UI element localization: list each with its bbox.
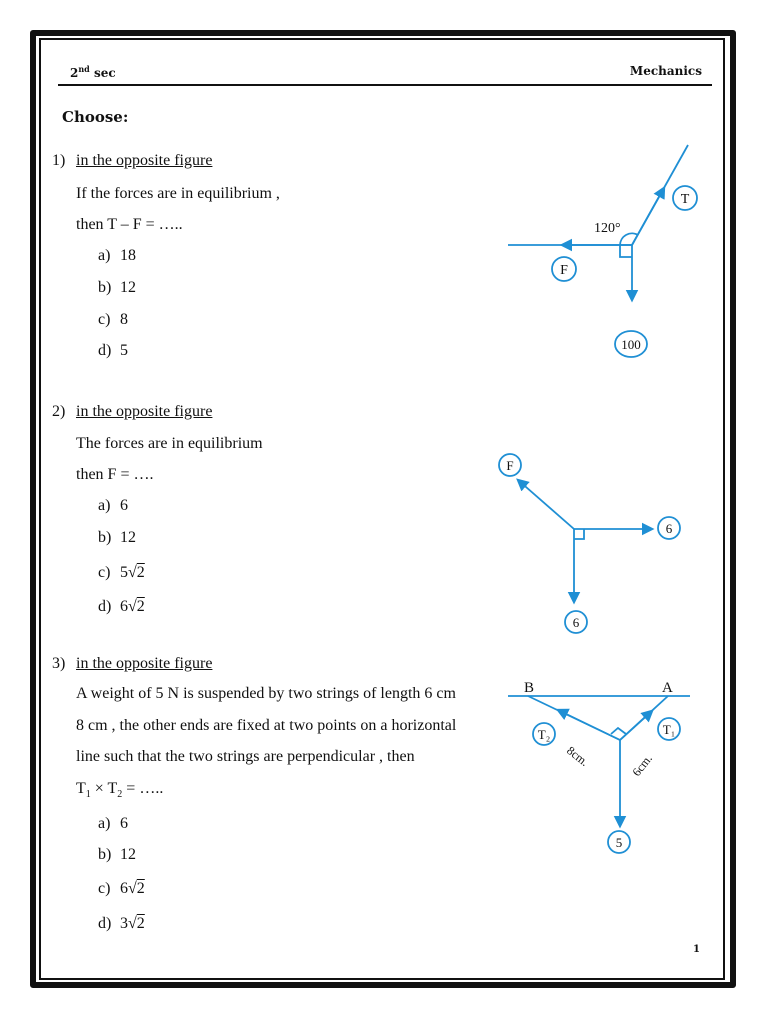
- question-2-option-a[interactable]: a) 6: [98, 497, 128, 514]
- figure-1-force-diagram: [508, 145, 697, 357]
- figure-3-weight-label: 5: [615, 835, 623, 850]
- figure-2-force-diagram: [499, 454, 680, 633]
- question-3-option-d[interactable]: d) 3√2: [98, 915, 145, 932]
- figure-1-weight-label: 100: [621, 337, 641, 352]
- question-2-line: then F = ….: [76, 466, 154, 483]
- figure-2-right-angle: [574, 529, 584, 539]
- figure-1-t-label: T: [680, 192, 690, 207]
- question-3-number: 3): [52, 655, 66, 672]
- question-3-line: line such that the two strings are perpendicular , then: [76, 748, 415, 765]
- question-1-option-d[interactable]: d) 5: [98, 342, 128, 359]
- question-2-option-b[interactable]: b) 12: [98, 529, 136, 546]
- instruction-heading: Choose:: [62, 108, 129, 126]
- figure-3-t1-label: T₁: [662, 722, 676, 737]
- figure-2-f-arrow: [518, 480, 574, 529]
- figure-3-t1-arrow: [620, 711, 652, 740]
- question-3-product: $T_1 \times T_2$ = …..: [76, 780, 164, 801]
- figure-3-length-8-label: 8cm.: [564, 743, 592, 769]
- figure-2-f-label: F: [506, 458, 514, 473]
- question-1-option-c[interactable]: c) 8: [98, 311, 128, 328]
- question-2-line: The forces are in equilibrium: [76, 435, 263, 452]
- figure-1-angle-label: 120°: [594, 221, 621, 236]
- figure-3-force-diagram: [508, 696, 690, 853]
- question-1-option-b[interactable]: b) 12: [98, 279, 136, 296]
- header-section-label: 2nd sec: [70, 64, 116, 80]
- question-3-line: 8 cm , the other ends are fixed at two points on a horizontal: [76, 717, 457, 734]
- question-2-line: in the opposite figure: [76, 403, 213, 420]
- question-2-number: 2): [52, 403, 66, 420]
- page-number: 1: [693, 944, 700, 955]
- header-subject: Mechanics: [629, 64, 702, 78]
- question-1-line: then T – F = …..: [76, 216, 183, 233]
- question-3-option-c[interactable]: c) 6√2: [98, 880, 145, 897]
- figure-3-t2-label: T₂: [537, 727, 551, 742]
- question-3-option-a[interactable]: a) 6: [98, 815, 128, 832]
- figure-2-down-label: 6: [572, 615, 580, 630]
- figure-1-right-angle: [620, 245, 632, 257]
- question-2-option-c[interactable]: c) 5√2: [98, 564, 145, 581]
- figure-1-t-arrow: [632, 188, 664, 245]
- figure-3-right-angle: [611, 728, 626, 734]
- question-2-option-d[interactable]: d) 6√2: [98, 598, 145, 615]
- figure-3-t2-arrow: [558, 710, 620, 740]
- question-1-line: If the forces are in equilibrium ,: [76, 185, 280, 202]
- figure-3-length-6-label: 6cm.: [629, 751, 655, 779]
- question-3-line: A weight of 5 N is suspended by two strings of length 6 cm: [76, 685, 456, 702]
- question-1-number: 1): [52, 152, 66, 169]
- figure-2-right-label: 6: [665, 521, 673, 536]
- question-1-option-a[interactable]: a) 18: [98, 247, 136, 264]
- figure-1-f-label: F: [560, 263, 568, 278]
- question-3-option-b[interactable]: b) 12: [98, 846, 136, 863]
- figure-3-point-a: A: [662, 680, 673, 696]
- question-3-line: in the opposite figure: [76, 655, 213, 672]
- figure-3-point-b: B: [524, 680, 535, 696]
- question-1-line: in the opposite figure: [76, 152, 213, 169]
